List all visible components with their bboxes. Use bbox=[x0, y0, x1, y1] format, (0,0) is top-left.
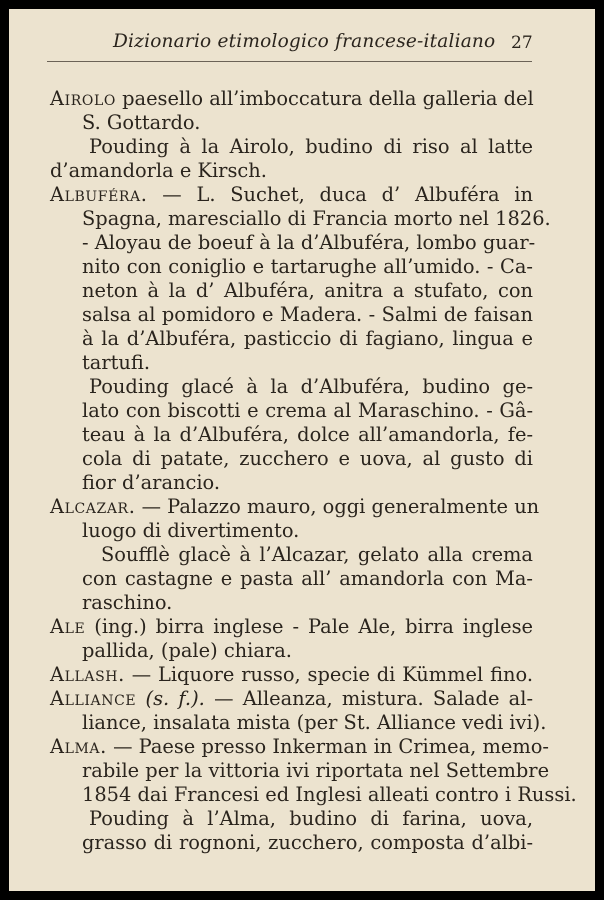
entry-line: grasso di rognoni, zucchero, composta d’albi- bbox=[82, 831, 533, 854]
entry-line: à la d’Albuféra, pasticcio di fagiano, lingua e bbox=[82, 327, 533, 350]
entry-line: liance, insalata mista (per St. Alliance vedi ivi). bbox=[82, 711, 547, 734]
header-rule bbox=[47, 61, 532, 62]
entry-line: Spagna, maresciallo di Francia morto nel 1826. bbox=[82, 207, 551, 230]
book-page bbox=[9, 9, 595, 891]
entry-line: teau à la d’Albuféra, dolce all’amandorla, fe- bbox=[82, 423, 533, 446]
headword: Ale bbox=[50, 615, 86, 638]
headword: Allash. bbox=[50, 663, 125, 686]
entry-line: pallida, (pale) chiara. bbox=[82, 639, 292, 662]
entry-line: Airolo paesello all’imboccatura della galleria del bbox=[50, 87, 534, 110]
entry-line: salsa al pomidoro e Madera. - Salmi de faisan bbox=[82, 303, 533, 326]
entry-line: Pouding glacé à la d’Albuféra, budino ge- bbox=[89, 375, 533, 398]
entry-line: d’amandorla e Kirsch. bbox=[50, 159, 267, 182]
entry-line: tartufi. bbox=[82, 351, 150, 374]
entry-line: Pouding à la Airolo, budino di riso al latte bbox=[89, 135, 533, 158]
entry-line: Soufflè glacè à l’Alcazar, gelato alla crema bbox=[101, 543, 533, 566]
entry-line: neton à la d’ Albuféra, anitra a stufato, con bbox=[82, 279, 533, 302]
entry-line: S. Gottardo. bbox=[82, 111, 201, 134]
page-header bbox=[9, 31, 595, 57]
page-number: 27 bbox=[511, 33, 533, 53]
entry-line: 1854 dai Francesi ed Inglesi alleati contro i Russi. bbox=[82, 783, 577, 806]
headword: Alliance bbox=[50, 687, 137, 710]
grammatical-note: (s. f.). bbox=[145, 687, 205, 710]
headword: Alcazar. bbox=[50, 495, 136, 518]
entry-line: raschino. bbox=[82, 591, 173, 614]
entry-line: con castagne e pasta all’ amandorla con Ma- bbox=[82, 567, 533, 590]
entry-line: luogo di divertimento. bbox=[82, 519, 300, 542]
entry-line: Alma. — Paese presso Inkerman in Crimea, memo- bbox=[50, 735, 549, 758]
headword: Albuféra. bbox=[50, 183, 148, 206]
entry-line: Pouding à l’Alma, budino di farina, uova, bbox=[89, 807, 533, 830]
entry-line: Alcazar. — Palazzo mauro, oggi generalmente un bbox=[50, 495, 540, 518]
entry-line: nito con coniglio e tartarughe all’umido. - Ca- bbox=[82, 255, 533, 278]
entry-line: Allash. — Liquore russo, specie di Kümmel fino. bbox=[50, 663, 533, 686]
entry-line: - Aloyau de boeuf à la d’Albuféra, lombo guar- bbox=[82, 231, 536, 254]
entry-line: cola di patate, zucchero e uova, al gusto di bbox=[82, 447, 533, 470]
entry-line: Ale (ing.) birra inglese - Pale Ale, birra inglese bbox=[50, 615, 533, 638]
entry-line: fior d’arancio. bbox=[82, 471, 221, 494]
headword: Alma. bbox=[50, 735, 107, 758]
entry-line: lato con biscotti e crema al Maraschino. - Gâ- bbox=[82, 399, 533, 422]
entry-line: rabile per la vittoria ivi riportata nel Settembre bbox=[82, 759, 550, 782]
headword: Airolo bbox=[50, 87, 116, 110]
entry-line: Alliance (s. f.). — Alleanza, mistura. Salade al- bbox=[50, 687, 533, 710]
entry-line: Albuféra. — L. Suchet, duca d’ Albuféra in bbox=[50, 183, 533, 206]
running-title: Dizionario etimologico francese-italiano bbox=[113, 31, 496, 52]
